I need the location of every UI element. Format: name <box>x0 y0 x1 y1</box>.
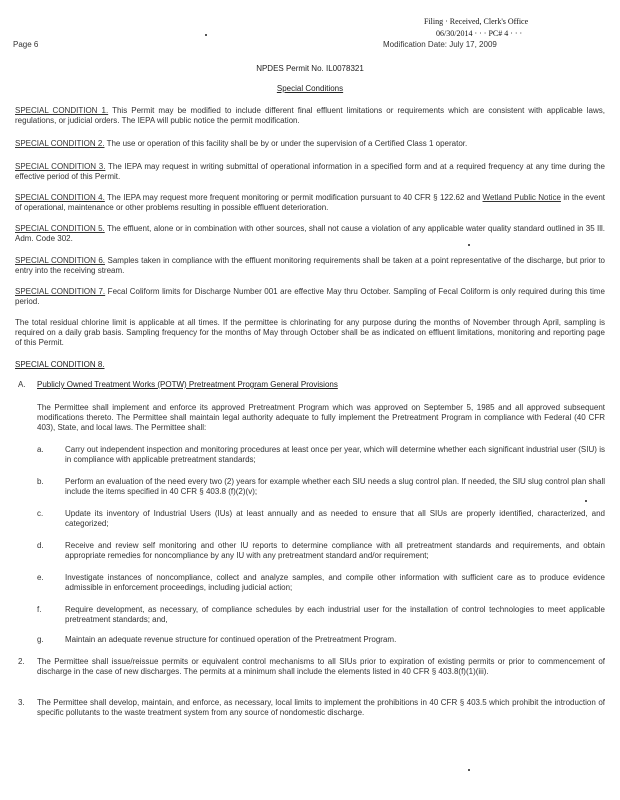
special-condition-6 <box>15 256 605 276</box>
condition-text-continued: in the event of operational, maintenance or other problems resulting in possible effluent deterioration. <box>15 193 605 212</box>
pretreatment-intro: The Permittee shall implement and enforce its approved Pretreatment Program which was approved on September 5, 1985 and all approved subsequent modifications thereto. The Permittee shall maintain legal authority adequate to fully implement the Pretreatment Program in compliance with Federal (40 CFR 403), State, and local laws. The Permittee shall: <box>37 403 605 432</box>
scan-speck <box>205 34 207 36</box>
sub-item-f-text: Require development, as necessary, of compliance schedules by each industrial user for the installation of control technologies to meet applicable pretreatment standards; and, <box>65 605 605 624</box>
condition-label: SPECIAL CONDITION 4. <box>15 193 105 202</box>
sub-item-a-number: a. <box>37 445 44 454</box>
sub-item-b-number: b. <box>37 477 44 486</box>
condition-text: The use or operation of this facility shall be by or under the supervision of a Certified Class 1 operator. <box>104 139 468 148</box>
special-condition-2 <box>15 139 605 149</box>
condition-label: SPECIAL CONDITION 5. <box>15 224 105 233</box>
special-conditions-heading: Special Conditions <box>276 84 344 93</box>
page-number: Page 6 <box>13 40 39 49</box>
sub-item-d-number: d. <box>37 541 44 550</box>
section-a-number: A. <box>18 380 26 389</box>
condition-text: The IEPA may request more frequent monitoring or permit modification pursuant to 40 CFR § 122.62 and <box>104 193 481 202</box>
scan-speck <box>585 500 587 502</box>
condition-label: SPECIAL CONDITION 7. <box>15 287 106 296</box>
special-condition-3 <box>15 162 605 182</box>
sub-item-f-number: f. <box>37 605 42 614</box>
chlorine-paragraph: The total residual chlorine limit is applicable at all times. If the permittee is chlorinating for any purpose during the months of November through April, sampling is required on a daily grab basis. Sampling frequency for the months of May through October shall be as indicated on effluent limitations, monitoring and reporting page of this Permit. <box>15 318 605 347</box>
condition-label: SPECIAL CONDITION 6. <box>15 256 106 265</box>
sub-item-c-text: Update its inventory of Industrial Users (IUs) at least annually and as needed to ensure that all SIUs are properly identified, characterized, and categorized; <box>65 509 605 528</box>
condition-label: SPECIAL CONDITION 2. <box>15 139 105 148</box>
sub-item-g-text: Maintain an adequate revenue structure for continued operation of the Pretreatment Program. <box>65 635 397 644</box>
special-condition-8-label: SPECIAL CONDITION 8. <box>15 360 105 369</box>
scan-speck <box>468 769 470 771</box>
section-a-title: Publicly Owned Treatment Works (POTW) Pretreatment Program General Provisions <box>37 380 338 389</box>
sub-item-c-number: c. <box>37 509 44 518</box>
item-2-number: 2. <box>18 657 25 666</box>
item-2-text: The Permittee shall issue/reissue permits or equivalent control mechanisms to all SIUs prior to expiration of existing permits or prior to commencement of discharge in the case of new discharges. The permits at a minimum shall include the elements listed in 40 CFR § 403.8(f)(1)(iii). <box>37 657 605 676</box>
special-condition-1 <box>15 106 605 126</box>
condition-text: Samples taken in compliance with the effluent monitoring requirements shall be taken at a point representative of the discharge, but prior to entry into the receiving stream. <box>15 256 605 275</box>
item-3-text: The Permittee shall develop, maintain, and enforce, as necessary, local limits to implement the prohibitions in 40 CFR § 403.5 which prohibit the introduction of specific pollutants to the waste treatment system from any source of nondomestic discharge. <box>37 698 605 717</box>
condition-text: The effluent, alone or in combination with other sources, shall not cause a violation of any applicable water quality standard outlined in 35 Ill. Adm. Code 302. <box>15 224 606 243</box>
special-condition-5 <box>15 224 605 244</box>
sub-item-e-number: e. <box>37 573 44 582</box>
special-condition-7 <box>15 287 605 307</box>
filing-stamp <box>424 17 614 39</box>
modification-date: Modification Date: July 17, 2009 <box>383 40 497 49</box>
sub-item-e-text: Investigate instances of noncompliance, collect and analyze samples, and compile other information with sufficient care as to produce evidence admissible in enforcement proceedings, including judicial action; <box>65 573 605 592</box>
stamp-line-2: 06/30/2014 · · · PC# 4 · · · <box>436 29 523 38</box>
condition-label: SPECIAL CONDITION 1. <box>15 106 109 115</box>
special-condition-4 <box>15 193 605 213</box>
item-3-number: 3. <box>18 698 25 707</box>
condition-label: SPECIAL CONDITION 3. <box>15 162 106 171</box>
sub-item-d-text: Receive and review self monitoring and other IU reports to determine compliance with all pretreatment standards and requirements, and obtain appropriate remedies for noncompliance by any IU with any pretreatment standard and/or requirement; <box>65 541 605 560</box>
sub-item-g-number: g. <box>37 635 44 644</box>
sub-item-a-text: Carry out independent inspection and monitoring procedures at least once per year, which will determine whether each significant industrial user (SIU) is in compliance with applicable pretreatment standards; <box>65 445 605 464</box>
condition-text: This Permit may be modified to include different final effluent limitations or requirements which are consistent with applicable laws, regulations, or judicial orders. The IEPA will public notice the permit modification. <box>15 106 605 125</box>
permit-number: NPDES Permit No. IL0078321 <box>256 64 364 73</box>
stamp-line-1: Filing · Received, Clerk's Office <box>424 17 529 26</box>
wetland-public-notice-link: Wetland Public Notice <box>482 193 561 202</box>
sub-item-b-text: Perform an evaluation of the need every two (2) years for example whether each SIU needs a slug control plan. If needed, the SIU slug control plan shall include the items specified in 40 CFR § 403.8 (f)(2)(v); <box>65 477 605 496</box>
condition-text: Fecal Coliform limits for Discharge Number 001 are effective May thru October. Sampling of Fecal Coliform is only required during this time period. <box>15 287 606 306</box>
scan-speck <box>468 244 470 246</box>
condition-text: The IEPA may request in writing submittal of operational information in a specified form and at a required frequency at any time during the effective period of this Permit. <box>15 162 605 181</box>
